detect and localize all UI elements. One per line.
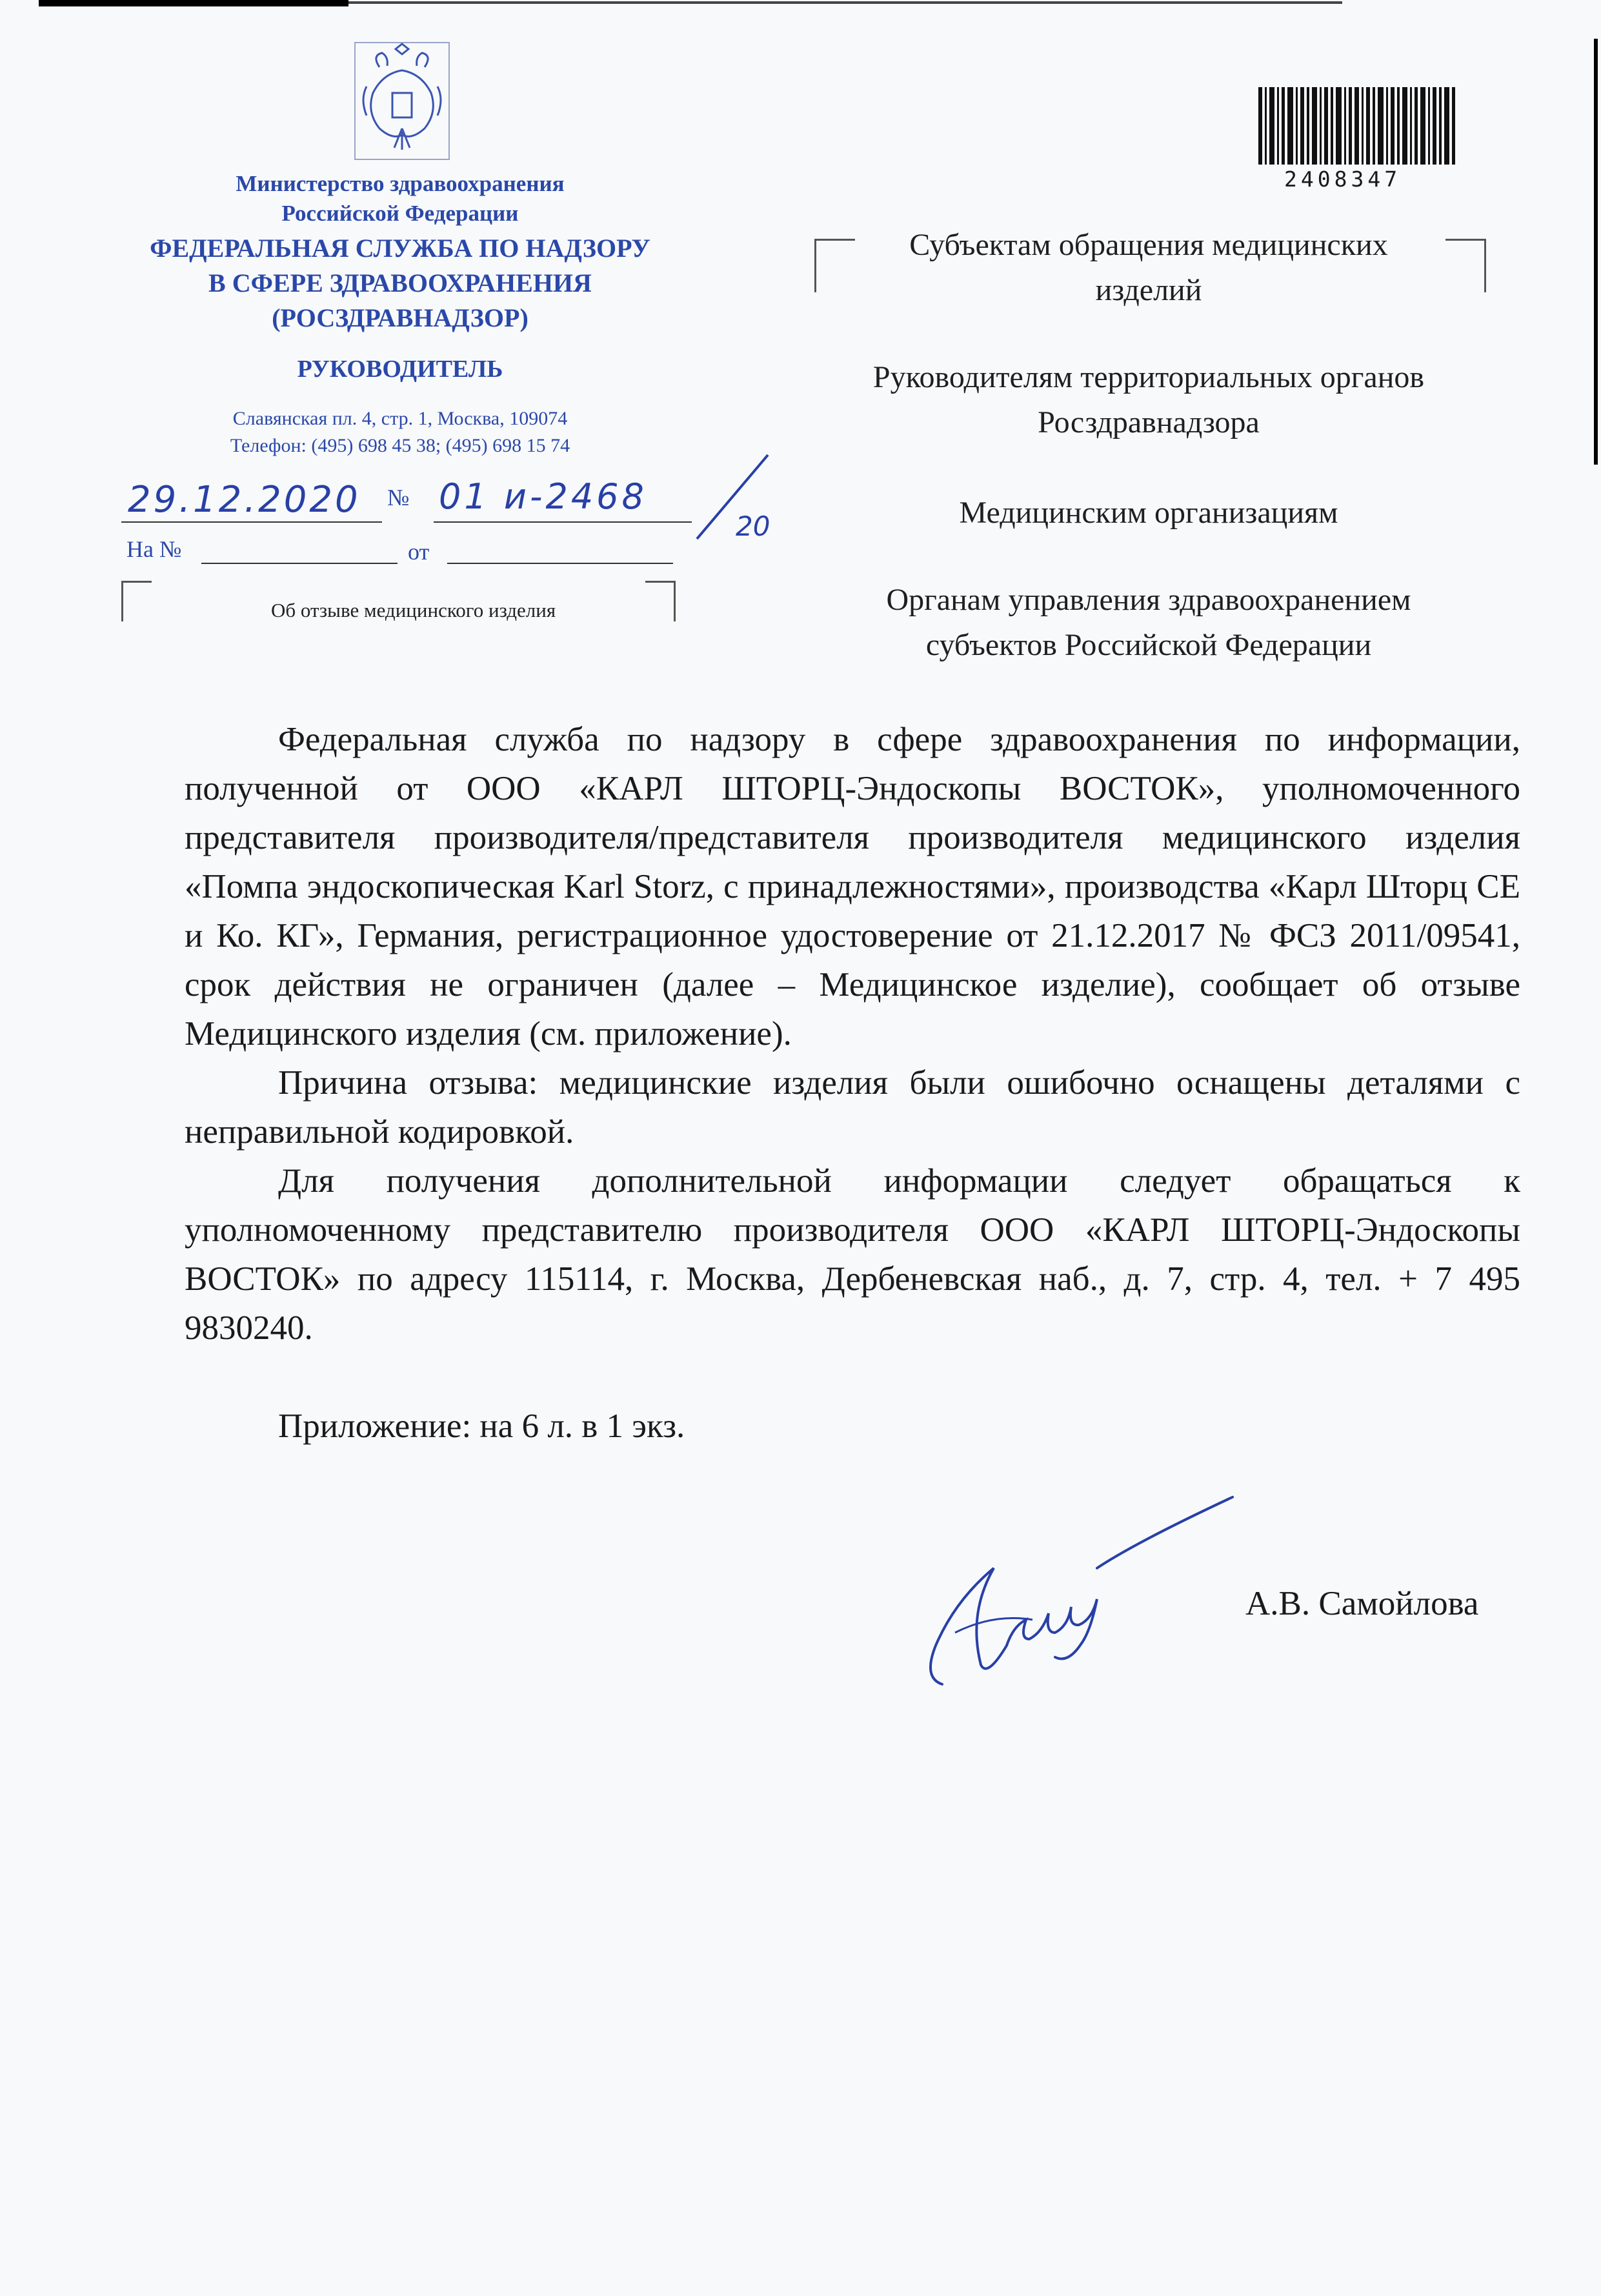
- service-name: ФЕДЕРАЛЬНАЯ СЛУЖБА ПО НАДЗОРУ В СФЕРЕ ЗДРАВООХРАНЕНИЯ (РОСЗДРАВНАДЗОР): [150, 234, 650, 332]
- scan-edge-top-thin: [348, 1, 1342, 4]
- ministry-name: Министерство здравоохранения Российской Федерации: [236, 171, 565, 226]
- address-line: Славянская пл. 4, стр. 1, Москва, 109074: [232, 408, 568, 429]
- date-underline: [121, 521, 382, 523]
- letter-body: [185, 715, 1520, 1353]
- number-slash-mark: [690, 448, 781, 545]
- head-title: РУКОВОДИТЕЛЬ: [297, 356, 503, 383]
- addressee-3: Медицинским организациям: [959, 496, 1338, 530]
- body-paragraph-1: Федеральная служба по надзору в сфере здравоохранения по информации, полученной от ООО «КАРЛ ШТОРЦ-Эндоскопы ВОСТОК», уполномоченного представителя производителя/представителя производителя медицинского изделия «Помпа эндоскопическая Karl Storz, с принадлежностями», производства «Карл Шторц СЕ и Ко. КГ», Германия, регистрационное удостоверение от 21.12.2017 № ФСЗ 2011/09541, срок действия не ограничен (далее – Медицинское изделие), сообщает об отзыве Медицинского изделия (см. приложение).: [185, 721, 1520, 1052]
- addressee-4: Органам управления здравоохранением субъектов Российской Федерации: [886, 583, 1411, 662]
- handwritten-signature: [903, 1491, 1265, 1704]
- barcode: [1258, 87, 1458, 171]
- barcode-number: 2408347: [1284, 166, 1402, 192]
- body-paragraph-2: Причина отзыва: медицинские изделия были ошибочно оснащены деталями с неправильной кодировкой.: [185, 1064, 1520, 1151]
- addressee-1: Субъектам обращения медицинских изделий: [909, 228, 1388, 307]
- number-underline: [434, 521, 692, 523]
- letter-subject: Об отзыве медицинского изделия: [271, 599, 556, 621]
- coat-of-arms-emblem: [354, 41, 450, 161]
- scan-edge-top: [39, 0, 348, 6]
- from-underline: [447, 563, 673, 564]
- in-reply-label: На №: [126, 536, 182, 562]
- scan-edge-right: [1594, 39, 1598, 465]
- phone-line: Телефон: (495) 698 45 38; (495) 698 15 74: [230, 435, 570, 456]
- contact-block: [77, 405, 723, 459]
- from-label: от: [408, 539, 430, 565]
- handwritten-year-suffix: 20: [736, 510, 770, 542]
- handwritten-number: 01 и-2468: [439, 476, 647, 517]
- in-reply-underline: [201, 563, 398, 564]
- addressee-2: Руководителям территориальных органов Росздравнадзора: [872, 360, 1425, 439]
- body-paragraph-3: Для получения дополнительной информации следует обращаться к уполномоченному представителю производителя ООО «КАРЛ ШТОРЦ-Эндоскопы ВОСТОК» по адресу 115114, г. Москва, Дербеневская наб., д. 7, стр. 4, тел. + 7 495 9830240.: [185, 1162, 1520, 1347]
- handwritten-date: 29.12.2020: [128, 479, 361, 521]
- subject-bracket-left: [121, 581, 152, 621]
- number-label: №: [387, 485, 410, 510]
- subject-bracket-right: [645, 581, 676, 621]
- attachment-note: Приложение: на 6 л. в 1 экз.: [278, 1407, 685, 1445]
- signatory-name: А.В. Самойлова: [1245, 1585, 1479, 1622]
